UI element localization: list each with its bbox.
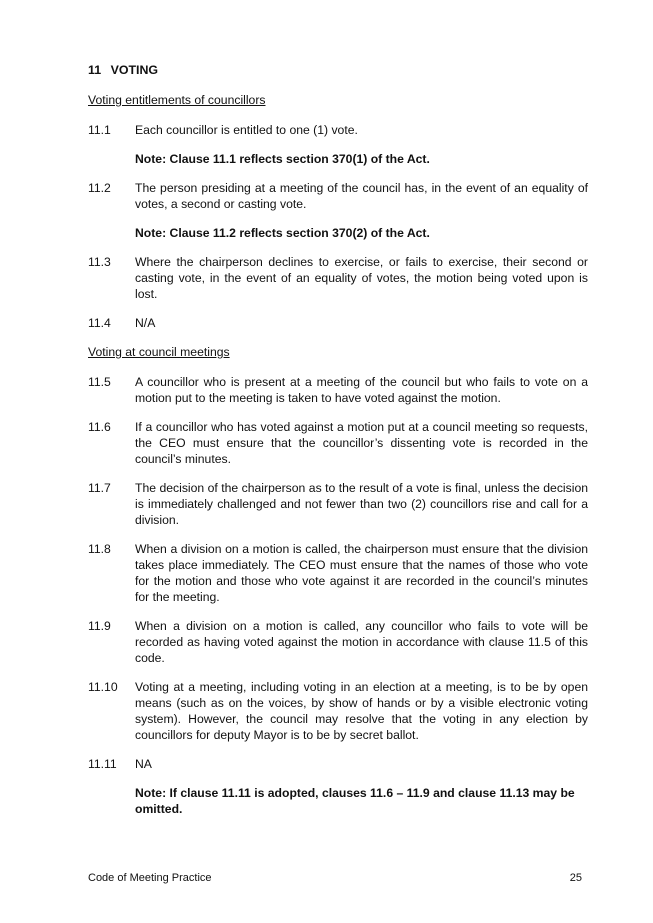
clause-number: 11.8	[88, 542, 111, 556]
clause-text: When a division on a motion is called, any councillor who fails to vote will be recorded as having voted against the motion in accordance with clause 11.5 of this code.	[135, 619, 588, 665]
clause-11-10	[88, 679, 588, 743]
clause-11-7	[88, 480, 588, 528]
clause-11-2	[88, 180, 588, 212]
note-clause-11-2: Note: Clause 11.2 reflects section 370(2) of the Act.	[135, 226, 430, 240]
subheading-voting-council-meetings: Voting at council meetings	[88, 345, 230, 359]
clause-text: When a division on a motion is called, the chairperson must ensure that the division takes place immediately. The CEO must ensure that the names of those who vote for the motion and those who vote against it are recorded in the council’s minutes for the meeting.	[135, 542, 588, 604]
document-body	[88, 62, 588, 830]
clause-number: 11.7	[88, 481, 111, 495]
clause-text: The decision of the chairperson as to the result of a vote is final, unless the decision is immediately challenged and not fewer than two (2) councillors rise and call for a division.	[135, 481, 588, 527]
clause-number: 11.5	[88, 375, 111, 389]
footer-page-number: 25	[569, 872, 582, 884]
clause-11-11	[88, 756, 588, 772]
clause-number: 11.6	[88, 420, 111, 434]
clause-text: Voting at a meeting, including voting in an election at a meeting, is to be by open means (such as on the voices, by show of hands or by a visible electronic voting system). However, the council may resolve that the voting in any election by councillors for deputy Mayor is to be by secret ballot.	[135, 680, 588, 742]
clause-text: If a councillor who has voted against a motion put at a council meeting so requests, the CEO must ensure that the councillor’s dissenting vote is recorded in the council’s minutes.	[135, 420, 588, 466]
clause-number: 11.4	[88, 316, 111, 330]
clause-number: 11.2	[88, 181, 111, 195]
clause-text: Each councillor is entitled to one (1) vote.	[135, 123, 358, 137]
clause-11-8	[88, 541, 588, 605]
clause-number: 11.3	[88, 255, 111, 269]
page-footer	[88, 870, 582, 886]
section-number: 11	[88, 63, 102, 77]
section-heading	[88, 62, 588, 78]
clause-number: 11.10	[88, 680, 118, 694]
note-clause-11-11: Note: If clause 11.11 is adopted, clauses 11.6 – 11.9 and clause 11.13 may be omitted.	[135, 786, 575, 816]
clause-text: Where the chairperson declines to exercise, or fails to exercise, their second or casting vote, in the event of an equality of votes, the motion being voted upon is lost.	[135, 255, 588, 301]
footer-document-title: Code of Meeting Practice	[88, 872, 212, 884]
clause-11-6	[88, 419, 588, 467]
clause-11-4	[88, 315, 588, 331]
clause-11-1	[88, 122, 588, 138]
clause-11-5	[88, 374, 588, 406]
clause-text: NA	[135, 757, 152, 771]
clause-11-9	[88, 618, 588, 666]
subheading-voting-entitlements: Voting entitlements of councillors	[88, 93, 266, 107]
clause-number: 11.1	[88, 123, 111, 137]
clause-text: The person presiding at a meeting of the council has, in the event of an equality of votes, a second or casting vote.	[135, 181, 588, 211]
clause-number: 11.9	[88, 619, 111, 633]
section-title: VOTING	[110, 63, 159, 77]
clause-number: 11.11	[88, 757, 117, 771]
note-clause-11-1: Note: Clause 11.1 reflects section 370(1) of the Act.	[135, 152, 430, 166]
clause-text: N/A	[135, 316, 156, 330]
clause-11-3	[88, 254, 588, 302]
clause-text: A councillor who is present at a meeting of the council but who fails to vote on a motion put to the meeting is taken to have voted against the motion.	[135, 375, 588, 405]
